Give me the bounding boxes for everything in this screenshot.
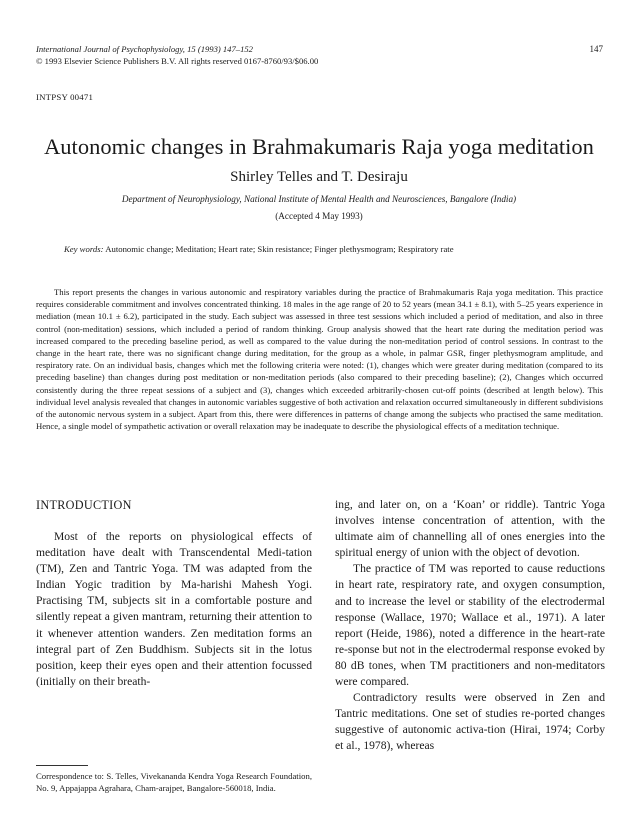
keywords-label: Key words: [64,244,104,254]
left-column [36,497,312,690]
right-column [335,497,605,755]
section-heading-introduction: INTRODUCTION [36,498,132,512]
intro-paragraph-1: Most of the reports on physiological effects of meditation have dealt with Transcendental Medi-tation (TM), Zen and Tantric Yoga. TM was adapted from the Indian Yogic tradition by Ma-harishi Mahesh Yogi. Practising TM, subjects sit in a comfortable posture and silently repeat a given mantram, returning their attention to it whenever attention wanders. Zen meditation forms an integral part of Zen Buddhism. Subjects sit in the lotus position, keep their eyes open and their attention focussed (initially on their breath- [36,530,312,688]
intro-paragraph-1-continued: ing, and later on, on a ‘Koan’ or riddle). Tantric Yoga involves intense concentration of attention, with the ultimate aim of channelling all of ones energies into the spiritual energy of union with the object of devotion. [335,498,605,560]
intro-paragraph-3: Contradictory results were observed in Zen and Tantric meditations. One set of studies re-ported changes suggestive of autonomic activa-tion (Hirai, 1974; Corby et al., 1978), whereas [335,691,605,753]
correspondence-footnote: Correspondence to: S. Telles, Vivekananda Kendra Yoga Research Foundation, No. 9, Appajappa Agrahara, Cham-arajpet, Bangalore-560018, India. [36,771,312,793]
copyright-line: © 1993 Elsevier Science Publishers B.V. All rights reserved 0167-8760/93/$06.00 [36,56,319,66]
keywords-text: Autonomic change; Meditation; Heart rate; Skin resistance; Finger plethysmogram; Respiratory rate [105,244,454,254]
accepted-date: (Accepted 4 May 1993) [275,211,363,221]
article-title: Autonomic changes in Brahmakumaris Raja yoga meditation [44,134,594,159]
intro-paragraph-2: The practice of TM was reported to cause reductions in heart rate, respiratory rate, and oxygen consumption, and to increase the level or stability of the electrodermal response (Wallace, 1970; Wallace et al., 1971). A later report (Heide, 1986), noted a difference in the heart-rate re-sponse but not in the electrodermal response evoked by 80 dB tones, when TM practitioners and non-meditators were compared. [335,562,605,689]
page-number: 147 [589,44,603,54]
author-affiliation: Department of Neurophysiology, National Institute of Mental Health and Neurosciences, Bangalore (India) [121,194,517,204]
article-authors: Shirley Telles and T. Desiraju [230,169,408,185]
journal-citation: International Journal of Psychophysiology, 15 (1993) 147–152 [36,44,253,54]
keywords-line [64,243,604,255]
abstract: This report presents the changes in various autonomic and respiratory variables during the practice of Brahmakumaris Raja yoga meditation. This practice requires considerable commitment and involves concentrated thinking. 18 males in the age range of 20 to 52 years (mean 34.1 ± 8.1), with 5–25 years experience in mediation (mean 10.1 ± 6.2), participated in the study. Each subject was assessed in three test sessions which included a period of meditation, and also in three control (non-meditation) sessions, which included a period of random thinking. Group analysis showed that the heart rate during the meditation period was increased compared to the preceding baseline period, as well as compared to the value during the non-meditation period of control sessions. In contrast to the change in the heart rate, there was no significant change during meditation, for the group as a whole, in palmar GSR, finger plethysmogram amplitude, and respiratory rate. On an individual basis, changes which met the following criteria were noted: (1), changes which were greater during meditation (compared to its preceding baseline) than changes during post meditation or non-meditation periods (also compared to their preceding baseline); (2), Changes which occurred consistently during the three repeat sessions of a subject and (3), changes which exceeded arbitrarily-chosen cut-off points (described at length below). This individual level analysis revealed that changes in autonomic variables suggestive of both activation and relaxation occurred simultaneously in different subdivisions of the autonomic nervous system in a subject. Apart from this, there were differences in patterns of change among the subjects who practised the same meditation. Hence, a single model of sympathetic activation or overall relaxation may be inadequate to describe the physiological effects of a meditation technique. [36,287,603,432]
footnote-rule [36,765,88,766]
article-code: INTPSY 00471 [36,92,94,102]
